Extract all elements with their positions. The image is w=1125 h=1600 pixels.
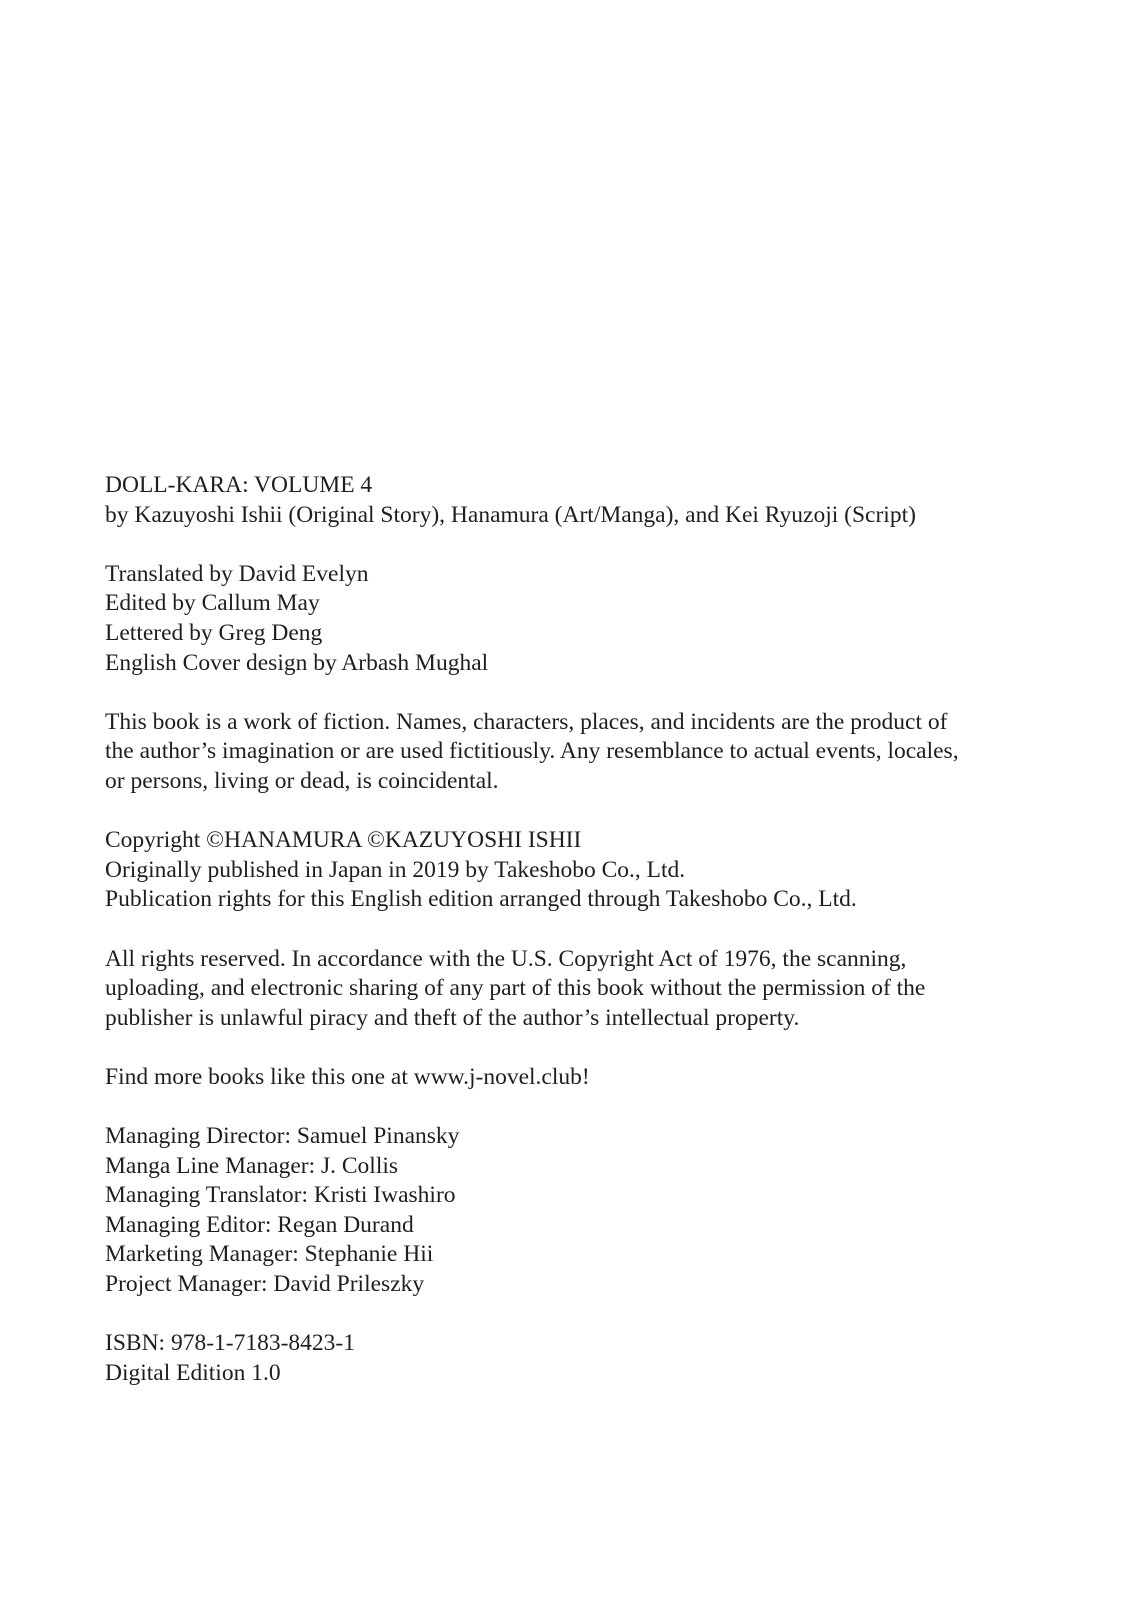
rights-notice-line: uploading, and electronic sharing of any part of this book without the permission of the (105, 975, 926, 1002)
original-publication-line: Originally published in Japan in 2019 by Takeshobo Co., Ltd. (105, 856, 686, 883)
staff-marketing-manager: Marketing Manager: Stephanie Hii (105, 1241, 434, 1268)
credit-letterer: Lettered by Greg Deng (105, 619, 323, 646)
book-title: DOLL-KARA: VOLUME 4 (105, 472, 373, 498)
staff-managing-translator: Managing Translator: Kristi Iwashiro (105, 1182, 456, 1209)
byline: by Kazuyoshi Ishii (Original Story), Hanamura (Art/Manga), and Kei Ryuzoji (Script) (105, 501, 916, 528)
credit-translator: Translated by David Evelyn (105, 560, 369, 587)
copyright-line: Copyright ©HANAMURA ©KAZUYOSHI ISHII (105, 827, 582, 854)
rights-notice-line: All rights reserved. In accordance with the U.S. Copyright Act of 1976, the scanning, (105, 945, 907, 972)
fiction-notice-line: or persons, living or dead, is coincidental. (105, 767, 499, 794)
staff-project-manager: Project Manager: David Prileszky (105, 1271, 425, 1298)
copyright-text-block (105, 471, 1065, 1418)
fiction-notice-line: the author’s imagination or are used fictitiously. Any resemblance to actual events, locales, (105, 738, 959, 765)
edition-block (105, 1329, 1065, 1388)
copyright-block (105, 826, 1065, 915)
publication-rights-line: Publication rights for this English edition arranged through Takeshobo Co., Ltd. (105, 886, 857, 913)
credit-editor: Edited by Callum May (105, 590, 320, 617)
find-more-line: Find more books like this one at www.j-novel.club! (105, 1063, 590, 1090)
staff-manga-line-manager: Manga Line Manager: J. Collis (105, 1152, 399, 1179)
credit-cover-designer: English Cover design by Arbash Mughal (105, 649, 489, 676)
find-more-block (105, 1063, 1065, 1093)
staff-managing-director: Managing Director: Samuel Pinansky (105, 1123, 460, 1150)
staff-managing-editor: Managing Editor: Regan Durand (105, 1211, 414, 1238)
rights-notice-line: publisher is unlawful piracy and theft of the author’s intellectual property. (105, 1004, 800, 1031)
rights-notice (105, 945, 1065, 1034)
credits-block (105, 560, 1065, 678)
edition-version: Digital Edition 1.0 (105, 1359, 281, 1386)
fiction-notice-line: This book is a work of fiction. Names, characters, places, and incidents are the product of (105, 708, 948, 735)
fiction-notice (105, 708, 1065, 797)
isbn: ISBN: 978-1-7183-8423-1 (105, 1330, 355, 1357)
title-block (105, 471, 1065, 530)
staff-block (105, 1122, 1065, 1300)
